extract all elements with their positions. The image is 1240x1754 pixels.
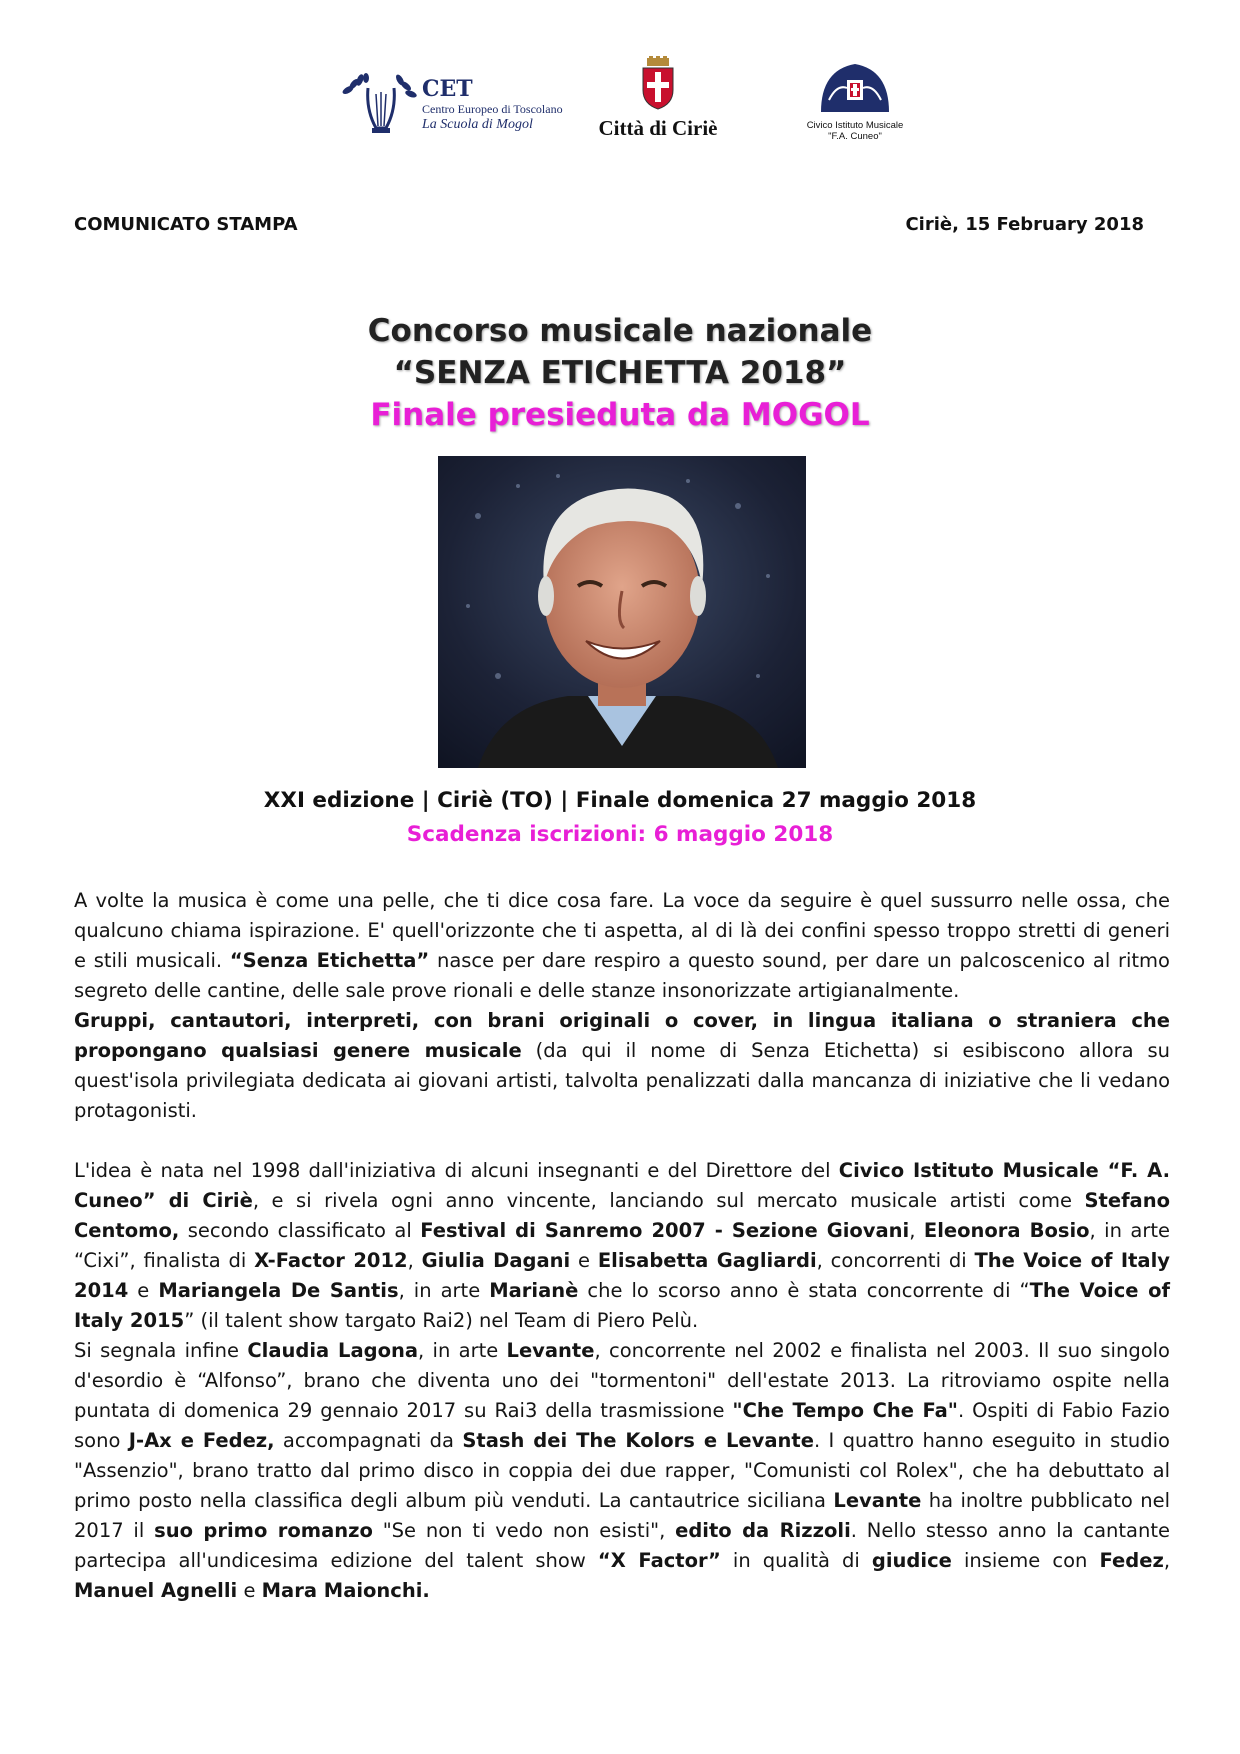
body-text (74, 886, 1170, 1606)
p3-run: Civico Istituto Musicale “F. A. Cuneo” di Ciriè (74, 1159, 1170, 1212)
p1-run: A volte la musica è come una pelle, che ti dice cosa fare. La voce da seguire è quel sussurro nelle ossa, che qualcuno chiama ispirazione. E' quell'orizzonte che ti aspetta, al di là dei confini spesso troppo stretti di generi e stili musicali. (74, 889, 1170, 972)
p4-run: J-Ax e Fedez, (128, 1429, 275, 1452)
p3-run: , e si rivela ogni anno vincente, lanciando sul mercato musicale artisti come (252, 1189, 1085, 1212)
paragraph-2 (74, 1006, 1170, 1126)
p3-run: che lo scorso anno è stata concorrente di “ (578, 1279, 1030, 1302)
p4-run: Stash dei The Kolors e Levante (462, 1429, 814, 1452)
p2-run: (da qui il nome di Senza Etichetta) si esibiscono allora su quest'isola privilegiata dedicata ai giovani artisti, talvolta penalizzati dalla mancanza di iniziative che li vedano protagonisti. (74, 1039, 1170, 1122)
p4-run: edito da Rizzoli (675, 1519, 851, 1542)
p4-run: . I quattro hanno eseguito in studio "Assenzio", brano tratto dal primo disco in coppia dei due rapper, "Comunisti col Rolex", che ha debuttato al primo posto nella classifica degli album più venduti. La cantautrice siciliana (74, 1429, 1170, 1512)
p3-run: , (909, 1219, 924, 1242)
p3-run: , in arte (398, 1279, 490, 1302)
edition-line: XXI edizione | Ciriè (TO) | Finale domenica 27 maggio 2018 (263, 788, 977, 813)
paragraph-4 (74, 1336, 1170, 1606)
p4-run: e (237, 1579, 262, 1602)
p4-run: "Che Tempo Che Fa" (732, 1399, 958, 1422)
p4-run: ha inoltre pubblicato nel 2017 il (74, 1489, 1171, 1542)
title-line-1: Concorso musicale nazionale (367, 313, 873, 349)
p4-run: suo primo romanzo (154, 1519, 373, 1542)
civico-logo (790, 60, 920, 156)
p4-run: , in arte (418, 1339, 507, 1362)
p3-run: Mariangela De Santis (158, 1279, 399, 1302)
p4-run: giudice (871, 1549, 952, 1572)
civico-line2: "F.A. Cuneo" (828, 131, 882, 142)
logo-bar (0, 56, 1240, 156)
paragraph-1 (74, 886, 1170, 1006)
title-block (0, 310, 1240, 436)
portrait-photo-icon (438, 456, 806, 768)
p3-run: X-Factor 2012 (254, 1249, 408, 1272)
p4-run: in qualità di (720, 1549, 872, 1572)
title-line-3: Finale presieduta da MOGOL (370, 397, 870, 433)
cet-script: La Scuola di Mogol (422, 117, 533, 132)
p4-run: . Nello stesso anno la cantante partecipa all'undicesima edizione del talent show (74, 1519, 1171, 1572)
p4-run: Fedez (1099, 1549, 1164, 1572)
p4-run: accompagnati da (274, 1429, 463, 1452)
p4-run: , concorrente nel 2002 e finalista nel 2003. Il suo singolo d'esordio è “Alfonso”, brano che diventa uno dei "tormentoni" dell'estate 2013. La ritroviamo ospite nella puntata di domenica 29 gennaio 2017 su Rai3 della trasmissione (74, 1339, 1170, 1422)
p3-run: e (128, 1279, 159, 1302)
p4-run: Mara Maionchi. (261, 1579, 430, 1602)
p3-run: e (570, 1249, 598, 1272)
p4-run: “X Factor” (597, 1549, 721, 1572)
p2-run: Gruppi, cantautori, interpreti, con brani originali o cover, in lingua italiana o straniera che propongano qualsiasi genere musicale (74, 1009, 1170, 1062)
p3-run: , in arte “Cixi”, finalista di (74, 1219, 1170, 1272)
p1-run: “Senza Etichetta” (229, 949, 430, 972)
p3-run: Marianè (489, 1279, 579, 1302)
civico-emblem-icon (817, 60, 893, 118)
p4-run: "Se non ti vedo non esisti", (372, 1519, 676, 1542)
press-release-label: COMUNICATO STAMPA (74, 214, 298, 235)
p3-run: Eleonora Bosio (923, 1219, 1090, 1242)
deadline-line: Scadenza iscrizioni: 6 maggio 2018 (406, 822, 834, 847)
p3-run: Stefano Centomo, (74, 1189, 1170, 1242)
cet-logo (340, 66, 570, 156)
p3-run: , (407, 1249, 422, 1272)
p3-run: ” (il talent show targato Rai2) nel Team di Piero Pelù. (184, 1309, 699, 1332)
p3-run: Elisabetta Gagliardi (597, 1249, 817, 1272)
p3-run: , concorrenti di (816, 1249, 975, 1272)
laurel-lyre-icon (340, 70, 418, 140)
p3-run: L'idea è nata nel 1998 dall'iniziativa di alcuni insegnanti e del Direttore del (74, 1159, 839, 1182)
p1-run: nasce per dare respiro a questo sound, per dare un palcoscenico al ritmo segreto delle cantine, delle sale prove rionali e delle stanze insonorizzate artigianalmente. (74, 949, 1170, 1002)
paragraph-3 (74, 1156, 1170, 1336)
p4-run: . Ospiti di Fabio Fazio sono (74, 1399, 1170, 1452)
city-logo (578, 56, 738, 156)
p3-run: The Voice of Italy 2014 (74, 1249, 1170, 1302)
p3-run: Festival di Sanremo 2007 - Sezione Giovani (420, 1219, 910, 1242)
p4-run: Si segnala infine (74, 1339, 248, 1362)
p4-run: Levante (506, 1339, 595, 1362)
p4-run: , (1163, 1549, 1171, 1572)
date-location: Ciriè, 15 February 2018 (905, 214, 1144, 235)
p4-run: Manuel Agnelli (74, 1579, 238, 1602)
p3-run: Giulia Dagani (421, 1249, 571, 1272)
p4-run: Claudia Lagona (247, 1339, 419, 1362)
title-line-2: “SENZA ETICHETTA 2018” (393, 355, 847, 391)
city-crest-icon (635, 56, 681, 110)
portrait-photo (438, 456, 806, 768)
p3-run: The Voice of Italy 2015 (74, 1279, 1170, 1332)
p3-run: secondo classificato al (179, 1219, 421, 1242)
p4-run: insieme con (951, 1549, 1100, 1572)
city-name: Città di Ciriè (598, 116, 718, 140)
civico-line1: Civico Istituto Musicale (806, 120, 904, 131)
p4-run: Levante (833, 1489, 922, 1512)
cet-subtitle: Centro Europeo di Toscolano (422, 102, 563, 116)
cet-title: CET (422, 76, 473, 102)
